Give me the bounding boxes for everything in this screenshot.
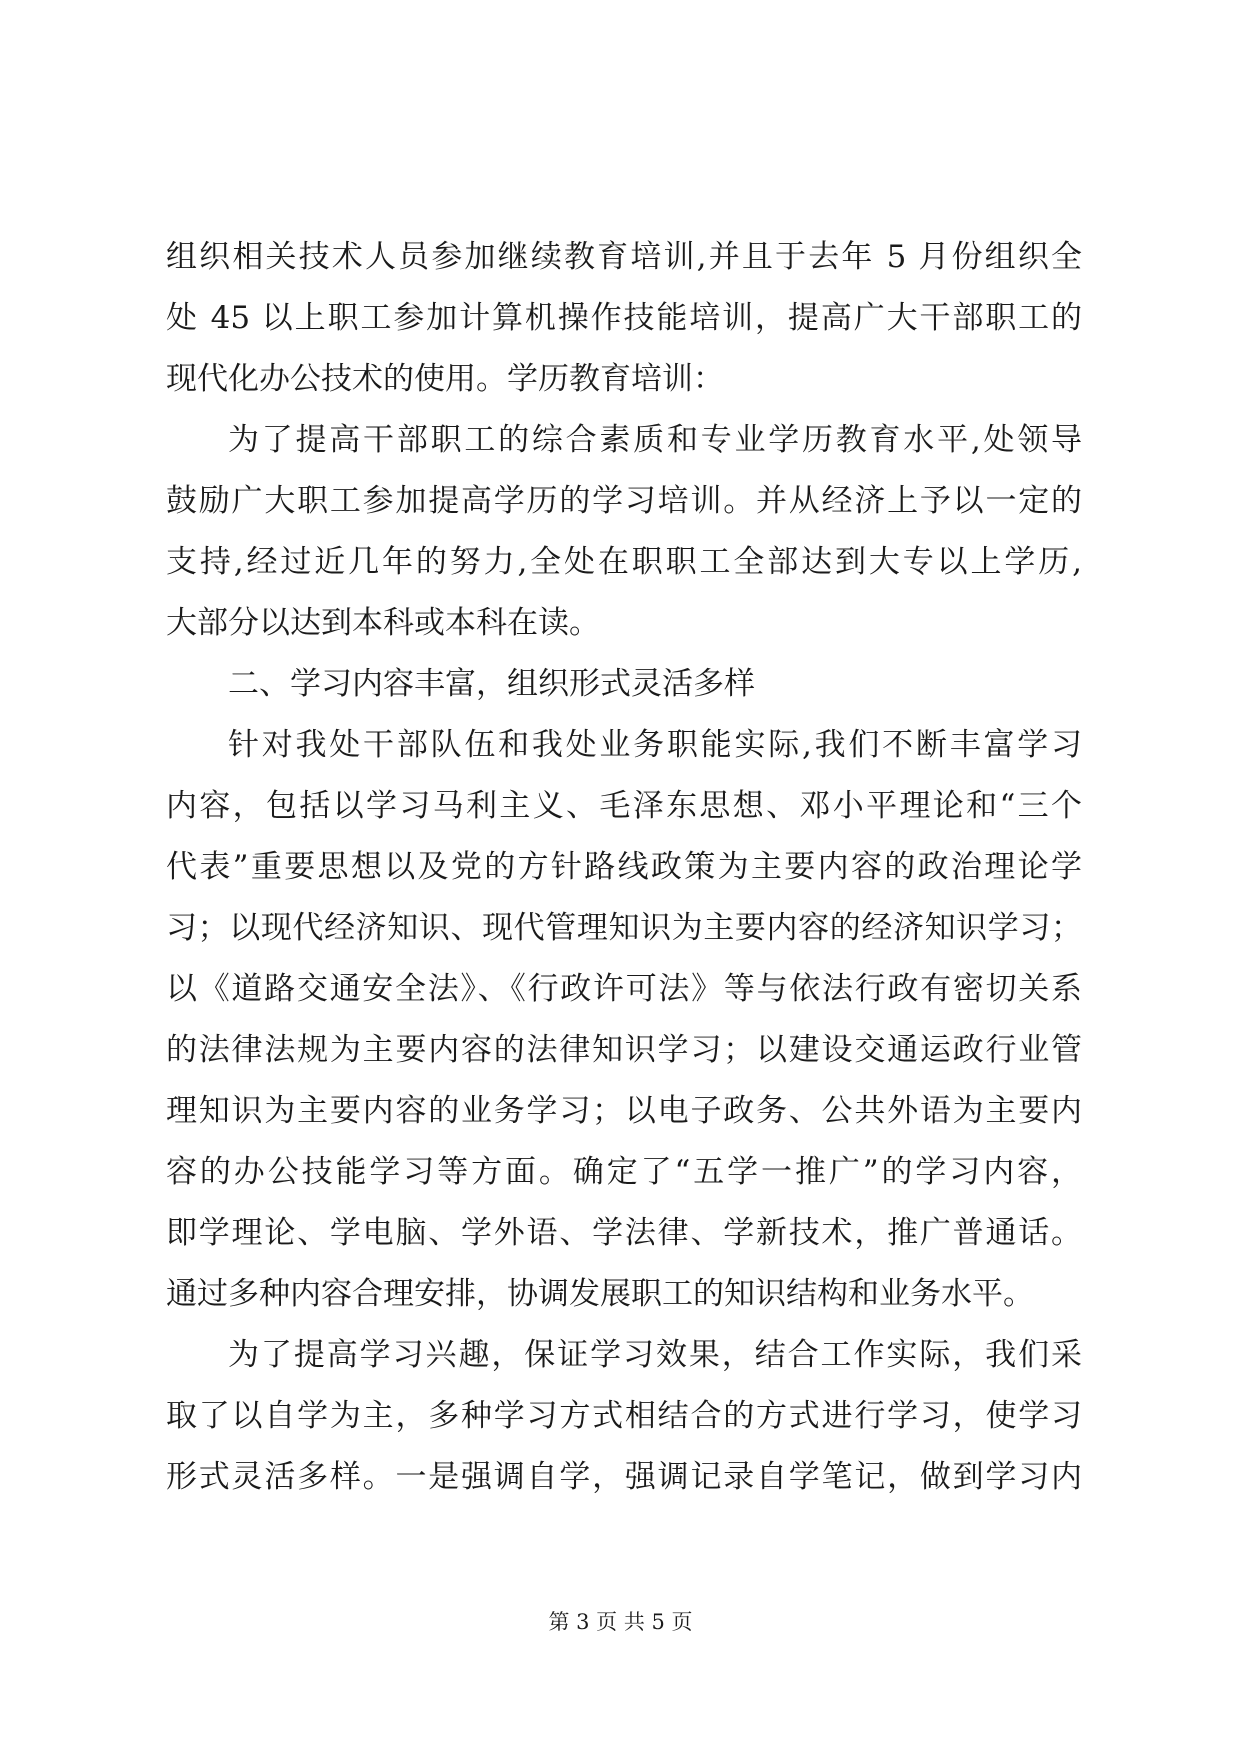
text-line: 以《道路交通安全法》、《行政许可法》等与依法行政有密切关系 — [166, 971, 1082, 1007]
page-number-footer: 第 3 页 共 5 页 — [548, 1610, 693, 1634]
text-line: 处 45 以上职工参加计算机操作技能培训，提高广大干部职工的 — [166, 300, 1082, 336]
text-line: 现代化办公技术的使用。学历教育培训： — [166, 361, 724, 397]
text-line: 容的办公技能学习等方面。确定了“五学一推广”的学习内容， — [166, 1154, 1082, 1190]
document-body — [166, 227, 1082, 1508]
text-line: 形式灵活多样。一是强调自学，强调记录自学笔记，做到学习内 — [166, 1459, 1082, 1495]
text-line: 的法律法规为主要内容的法律知识学习；以建设交通运政行业管 — [166, 1032, 1082, 1068]
text-line: 为了提高干部职工的综合素质和专业学历教育水平,处领导 — [228, 422, 1082, 458]
text-line: 习；以现代经济知识、现代管理知识为主要内容的经济知识学习； — [166, 910, 1082, 946]
text-line: 为了提高学习兴趣，保证学习效果，结合工作实际，我们采 — [228, 1337, 1082, 1373]
text-line: 大部分以达到本科或本科在读。 — [166, 605, 600, 641]
text-line: 理知识为主要内容的业务学习；以电子政务、公共外语为主要内 — [166, 1093, 1082, 1129]
section-heading: 二、学习内容丰富，组织形式灵活多样 — [228, 666, 755, 702]
text-line: 通过多种内容合理安排，协调发展职工的知识结构和业务水平。 — [166, 1276, 1034, 1312]
text-line: 即学理论、学电脑、学外语、学法律、学新技术，推广普通话。 — [166, 1215, 1082, 1251]
text-line: 组织相关技术人员参加继续教育培训,并且于去年 5 月份组织全 — [166, 239, 1082, 275]
text-line: 代表”重要思想以及党的方针路线政策为主要内容的政治理论学 — [166, 849, 1082, 885]
text-line: 鼓励广大职工参加提高学历的学习培训。并从经济上予以一定的 — [166, 483, 1082, 519]
text-line: 内容，包括以学习马利主义、毛泽东思想、邓小平理论和“三个 — [166, 788, 1082, 824]
text-line: 取了以自学为主，多种学习方式相结合的方式进行学习，使学习 — [166, 1398, 1082, 1434]
text-line: 支持,经过近几年的努力,全处在职职工全部达到大专以上学历, — [166, 544, 1082, 580]
text-line: 针对我处干部队伍和我处业务职能实际,我们不断丰富学习 — [228, 727, 1082, 763]
